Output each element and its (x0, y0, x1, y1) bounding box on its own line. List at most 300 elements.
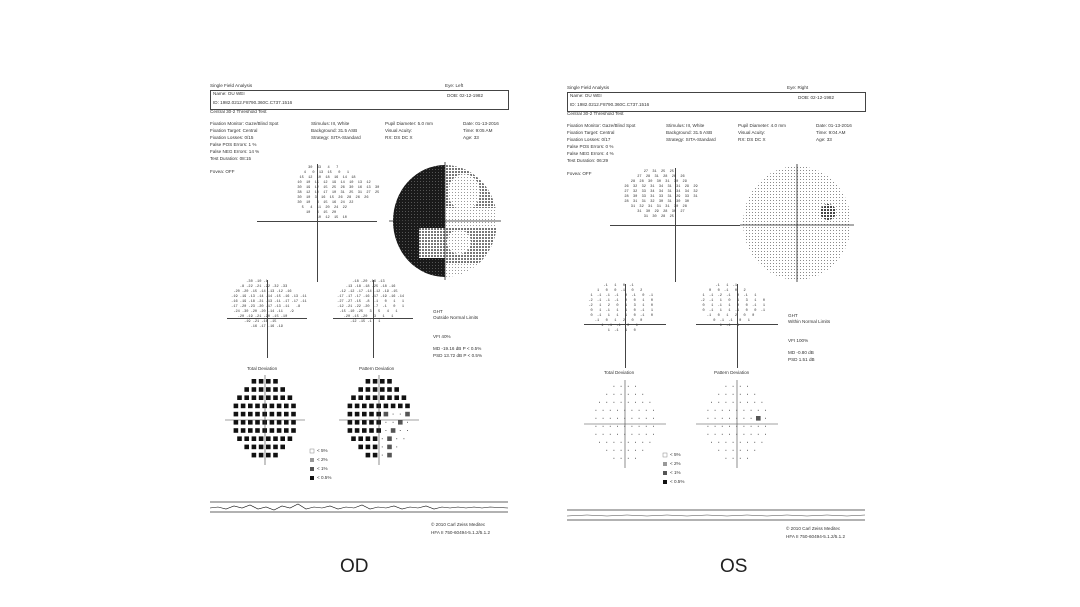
probability-symbol (653, 434, 654, 435)
probability-symbol (280, 387, 285, 392)
visual-acuity: Visual Acuity: (385, 128, 413, 133)
probability-symbol (725, 450, 726, 451)
probability-symbol (603, 418, 604, 419)
probability-symbol (393, 414, 394, 415)
legend-1: < 1% (670, 470, 681, 475)
probability-symbol (628, 394, 629, 395)
probability-symbol (355, 420, 360, 425)
probability-symbol (234, 420, 239, 425)
probability-symbol (355, 404, 360, 409)
psd: PSD 13.72 dB P < 0.5% (433, 353, 483, 358)
probability-symbol (348, 412, 353, 417)
pattern-deviation-plot (339, 375, 419, 465)
probability-symbol (244, 395, 249, 400)
pattern-deviation-label: Pattern Deviation (714, 370, 750, 375)
probability-symbol (765, 434, 766, 435)
probability-symbol (266, 445, 271, 450)
probability-symbol (255, 404, 260, 409)
probability-symbol (715, 426, 716, 427)
probability-symbol (391, 404, 396, 409)
td-numeric-values: -1 1 0 -1 1 0 0 -1 0 2 1 -1 -1 -1 0 -1 0 -1 -2 -1 -1 -1 0 0 1 0 -2 1 2 0 1 3 1 0 0 1 -1 1 1 0 -1 1 0 -1 1 1 1 0 -1 0 -1 0 1 2 0 0 1 -1 -1 0 1 1 -1 1 0 (588, 284, 654, 333)
probability-symbol (394, 395, 399, 400)
pd-numeric-values: -1 1 -1 0 0 -1 0 2 1 -1 -2 -1 0 -1 1 -2 -1 1 0 1 3 1 0 0 1 -1 1 0 0 -1 1 0 -1 1 1 -1 0 0 -1 -1 0 1 2 0 0 0 -1 -1 0 1 1 -1 1 (700, 284, 766, 328)
probability-symbol (241, 412, 246, 417)
probability-symbol (384, 412, 389, 417)
probability-symbol (628, 402, 629, 403)
probability-symbol (369, 428, 374, 433)
gaze-tracking-strip (210, 500, 508, 514)
probability-symbol (653, 426, 654, 427)
probability-symbol (761, 402, 762, 403)
test-duration: Test Duration: 08:15 (210, 156, 252, 161)
legend-2: < 2% (317, 457, 328, 462)
total-deviation-label: Total Deviation (247, 366, 278, 371)
probability-symbol (248, 412, 253, 417)
probability-symbol (382, 455, 383, 456)
probability-symbol (348, 420, 353, 425)
legend-5: < 5% (670, 452, 681, 457)
probability-symbol (266, 379, 271, 384)
probability-symbol (729, 426, 730, 427)
probability-symbol (646, 434, 647, 435)
probability-symbol (747, 450, 748, 451)
probability-symbol (765, 418, 766, 419)
probability-symbol (751, 418, 752, 419)
probability-symbol (387, 379, 392, 384)
probability-symbol (740, 450, 741, 451)
probability-symbol (606, 442, 607, 443)
ght-label: GHT (788, 313, 798, 318)
probability-symbol (639, 434, 640, 435)
probability-symbol (711, 442, 712, 443)
probability-symbol (396, 438, 397, 439)
probability-symbol (610, 426, 611, 427)
patient-id: ID: 1982.0212.F8790.360C.C737.1516 (570, 102, 650, 107)
probability-symbol (649, 442, 650, 443)
probability-symbol (718, 402, 719, 403)
probability-symbol (603, 426, 604, 427)
probability-symbol (631, 426, 632, 427)
background: Background: 31.5 ASB (666, 130, 713, 135)
probability-symbol (234, 428, 239, 433)
probability-symbol (603, 410, 604, 411)
probability-symbol (628, 458, 629, 459)
fovea: Fovea: OFF (210, 169, 235, 174)
probability-symbol (595, 426, 596, 427)
probability-symbol (366, 436, 371, 441)
probability-symbol (277, 428, 282, 433)
false-neg: False NEG Errors: 4 % (567, 151, 614, 156)
probability-symbol (266, 436, 271, 441)
probability-symbol (244, 445, 249, 450)
probability-symbol (610, 418, 611, 419)
probability-symbol (725, 386, 726, 387)
td-numeric-values: -30 -10 -1 -8 -22 -21 -22 -32 -33 -20 -20 -15 -14 -13 -12 -16 -19 -19 -13 -14 -14 -15 -16 -13 -11 -16 -19 -18 -21 -13 -11 -17 -17 -11 -17 -20 -23 -20 -17 -13 -11 -8 -24 -30 -20 -20 -14 -11 -9 -20 -19 -21 -20 -15 -10 -19 -21 -16 -15 -16 -17 -16 -19 (231, 280, 307, 329)
false-pos: False POS Errors: 0 % (567, 144, 614, 149)
probability-symbol (715, 434, 716, 435)
threshold-values: 30 33 4 7 4 0 13 15 0 1 15 12 10 18 16 14 18 10 10 15 12 19 14 10 13 12 30 19 12 15 25 26 30 16 13 30 38 12 10 17 10 31 25 31 27 25 30 10 3 16 15 26 28 26 26 30 10 3 15 16 24 22 5 4 11 20 24 22 10 6 15 20 10 12 15 10 (297, 166, 380, 220)
vfi: VFI 100% (788, 338, 809, 343)
fixation-target: Fixation Target: Central (210, 128, 258, 133)
probability-symbol (252, 395, 257, 400)
probability-symbol (255, 420, 260, 425)
probability-symbol (351, 395, 356, 400)
probability-symbol (266, 453, 271, 458)
probability-symbol (259, 453, 264, 458)
probability-symbol (751, 410, 752, 411)
probability-symbol (252, 445, 257, 450)
probability-symbol (747, 394, 748, 395)
probability-symbol (288, 395, 293, 400)
probability-symbol (646, 410, 647, 411)
probability-symbol (747, 402, 748, 403)
probability-symbol (707, 418, 708, 419)
fixation-losses: Fixation Losses: 0/17 (567, 137, 611, 142)
probability-symbol (373, 379, 378, 384)
probability-symbol (403, 438, 404, 439)
probability-symbol (252, 453, 257, 458)
probability-symbol (348, 428, 353, 433)
probability-symbol (635, 386, 636, 387)
grayscale-plot (740, 164, 854, 282)
probability-symbol (241, 404, 246, 409)
probability-symbol (369, 404, 374, 409)
probability-symbol (707, 426, 708, 427)
probability-symbol (725, 394, 726, 395)
fixation-monitor: Fixation Monitor: Gaze/Blind Spot (210, 121, 279, 126)
test-name: Central 30-2 Threshold Test (210, 109, 267, 114)
probability-symbol (234, 412, 239, 417)
probability-symbol (405, 404, 410, 409)
probability-symbol (284, 412, 289, 417)
probability-symbol (613, 442, 614, 443)
probability-symbol (273, 379, 278, 384)
probability-symbol (244, 387, 249, 392)
probability-symbol (252, 436, 257, 441)
probability-symbol (635, 458, 636, 459)
probability-symbol (740, 442, 741, 443)
probability-symbol (241, 428, 246, 433)
probability-symbol (743, 426, 744, 427)
dob: DOB: 02-12-1982 (798, 95, 835, 100)
probability-symbol (740, 458, 741, 459)
probability-symbol (722, 426, 723, 427)
probability-symbol (407, 430, 408, 431)
pupil-diameter: Pupil Diameter: 4.0 mm (738, 123, 786, 128)
probability-symbol (613, 458, 614, 459)
probability-symbol (255, 412, 260, 417)
probability-symbol (631, 410, 632, 411)
probability-symbol (259, 445, 264, 450)
probability-symbol (234, 404, 239, 409)
probability-symbol (733, 386, 734, 387)
stimulus: Stimulus: III, White (666, 123, 705, 128)
probability-symbol (621, 386, 622, 387)
probability-symbol (606, 394, 607, 395)
probability-symbol (373, 436, 378, 441)
vfi: VFI 40% (433, 334, 451, 339)
probability-symbol (628, 386, 629, 387)
probability-symbol (248, 404, 253, 409)
probability-symbol (642, 442, 643, 443)
report-title: Single Field Analysis (567, 85, 610, 90)
probability-symbol (252, 379, 257, 384)
false-neg: False NEG Errors: 14 % (210, 149, 260, 154)
probability-symbol (758, 410, 759, 411)
probability-symbol (642, 402, 643, 403)
legend-05: < 0.5% (317, 475, 332, 480)
probability-symbol (288, 436, 293, 441)
probability-symbol (715, 418, 716, 419)
probability-symbol (722, 434, 723, 435)
probability-symbol (369, 412, 374, 417)
patient-name: Name: OU WEI (213, 91, 245, 96)
report-title: Single Field Analysis (210, 83, 253, 88)
od-caption: OD (340, 556, 369, 577)
probability-symbol (621, 442, 622, 443)
test-date: Date: 01-13-2016 (463, 121, 499, 126)
os-report (562, 80, 872, 540)
age: Age: 33 (816, 137, 832, 142)
probability-symbol (747, 386, 748, 387)
probability-symbol (621, 450, 622, 451)
probability-symbol (617, 426, 618, 427)
probability-symbol (270, 404, 275, 409)
probability-symbol (761, 442, 762, 443)
probability-symbol (248, 428, 253, 433)
probability-legend-symbols (662, 452, 670, 488)
probability-symbol (362, 404, 367, 409)
probability-symbol (393, 422, 394, 423)
probability-symbol (711, 402, 712, 403)
probability-symbol (733, 402, 734, 403)
probability-symbol (733, 394, 734, 395)
probability-symbol (355, 412, 360, 417)
probability-symbol (715, 410, 716, 411)
probability-symbol (613, 386, 614, 387)
probability-symbol (610, 410, 611, 411)
ght-result: Outside Normal Limits (433, 315, 479, 320)
probability-symbol (631, 434, 632, 435)
probability-symbol (751, 434, 752, 435)
legend-05: < 0.5% (670, 479, 685, 484)
probability-symbol (758, 434, 759, 435)
probability-symbol (740, 394, 741, 395)
probability-symbol (754, 442, 755, 443)
probability-symbol (291, 420, 296, 425)
probability-symbol (273, 387, 278, 392)
probability-symbol (358, 445, 363, 450)
probability-symbol (369, 420, 374, 425)
probability-symbol (729, 434, 730, 435)
pattern-deviation-plot (696, 380, 778, 468)
od-report (205, 80, 515, 540)
age: Age: 33 (463, 135, 479, 140)
test-name: Central 30-2 Threshold Test (567, 111, 624, 116)
probability-symbol (366, 445, 371, 450)
probability-symbol (722, 410, 723, 411)
probability-symbol (366, 387, 371, 392)
probability-symbol (358, 387, 363, 392)
legend-2: < 2% (670, 461, 681, 466)
probability-symbol (729, 410, 730, 411)
probability-symbol (639, 426, 640, 427)
probability-symbol (747, 442, 748, 443)
probability-symbol (270, 428, 275, 433)
probability-symbol (358, 395, 363, 400)
probability-symbol (373, 387, 378, 392)
md: MD -19.16 dB P < 0.5% (433, 346, 482, 351)
probability-symbol (270, 412, 275, 417)
probability-symbol (387, 387, 392, 392)
probability-symbol (758, 426, 759, 427)
probability-symbol (366, 379, 371, 384)
probability-symbol (382, 446, 383, 447)
patient-name: Name: OU WEI (570, 93, 602, 98)
probability-symbol (718, 442, 719, 443)
probability-symbol (646, 418, 647, 419)
probability-symbol (751, 426, 752, 427)
background: Background: 31.5 ASB (311, 128, 358, 133)
probability-symbol (270, 420, 275, 425)
probability-symbol (653, 418, 654, 419)
probability-symbol (405, 412, 410, 417)
probability-symbol (610, 434, 611, 435)
fixation-monitor: Fixation Monitor: Gaze/Blind Spot (567, 123, 636, 128)
stimulus: Stimulus: III, White (311, 121, 350, 126)
legend-1: < 1% (317, 466, 328, 471)
probability-symbol (273, 436, 278, 441)
probability-symbol (259, 436, 264, 441)
probability-symbol (373, 395, 378, 400)
probability-symbol (617, 410, 618, 411)
probability-symbol (351, 436, 356, 441)
footer-copyright: © 2010 Carl Zeiss Meditec (431, 522, 486, 527)
probability-symbol (642, 450, 643, 451)
probability-symbol (394, 387, 399, 392)
probability-symbol (284, 428, 289, 433)
probability-symbol (747, 458, 748, 459)
probability-symbol (621, 458, 622, 459)
probability-symbol (613, 394, 614, 395)
probability-symbol (237, 436, 242, 441)
false-pos: False POS Errors: 1 % (210, 142, 257, 147)
probability-symbol (722, 418, 723, 419)
probability-symbol (380, 395, 385, 400)
md: MD -0.80 dB (788, 350, 814, 355)
patient-id: ID: 1982.0212.F8790.360C.C737.1516 (213, 100, 293, 105)
strategy: Strategy: SITA-Standard (311, 135, 361, 140)
probability-symbol (244, 436, 249, 441)
probability-symbol (391, 428, 396, 433)
probability-symbol (606, 450, 607, 451)
pd-numeric-values: -18 -20 -16 -13 -13 -18 -18 -25 -18 -16 -12 -12 -17 -14 -12 -19 -15 -17 -17 -17 -16 -17 -19 -16 -14 -27 -27 -15 -8 -1 0 1 1 -12 -21 -22 -20 -7 -1 0 1 -15 -10 -25 3 5 4 1 -20 -15 -20 3 1 1 -12 -15 -1 1 (337, 280, 405, 324)
probability-symbol (280, 445, 285, 450)
probability-symbol (733, 442, 734, 443)
probability-symbol (639, 418, 640, 419)
probability-symbol (621, 402, 622, 403)
visual-acuity: Visual Acuity: (738, 130, 766, 135)
probability-symbol (707, 410, 708, 411)
footer-version: HFA II 750-60494-5.1.2/5.1.2 (431, 530, 490, 535)
probability-symbol (387, 453, 392, 458)
probability-symbol (266, 395, 271, 400)
probability-symbol (621, 394, 622, 395)
probability-symbol (358, 436, 363, 441)
rx: RX: DS DC X (738, 137, 766, 142)
fixation-losses: Fixation Losses: 0/15 (210, 135, 254, 140)
probability-symbol (595, 418, 596, 419)
probability-symbol (725, 458, 726, 459)
total-deviation-label: Total Deviation (604, 370, 635, 375)
probability-symbol (400, 414, 401, 415)
probability-symbol (617, 418, 618, 419)
ght-result: Within Normal Limits (788, 319, 831, 324)
probability-symbol (237, 395, 242, 400)
probability-symbol (380, 387, 385, 392)
probability-symbol (373, 453, 378, 458)
eye-label: Eye: Left (445, 83, 464, 88)
legend-5: < 5% (317, 448, 328, 453)
probability-symbol (635, 402, 636, 403)
probability-symbol (366, 453, 371, 458)
fovea: Fovea: OFF (567, 171, 592, 176)
probability-symbol (396, 446, 397, 447)
probability-symbol (646, 426, 647, 427)
probability-symbol (642, 394, 643, 395)
total-deviation-plot (225, 375, 305, 465)
probability-symbol (284, 420, 289, 425)
probability-symbol (754, 450, 755, 451)
probability-symbol (241, 420, 246, 425)
rx: RX: DS DC X (385, 135, 413, 140)
probability-symbol (400, 430, 401, 431)
probability-symbol (259, 395, 264, 400)
grayscale-plot (389, 162, 501, 280)
test-date: Date: 01-13-2016 (816, 123, 852, 128)
probability-symbol (277, 420, 282, 425)
test-time: Time: 9:04 AM (816, 130, 846, 135)
test-duration: Test Duration: 06:29 (567, 158, 609, 163)
probability-symbol (754, 394, 755, 395)
probability-symbol (628, 442, 629, 443)
probability-symbol (740, 386, 741, 387)
probability-symbol (743, 418, 744, 419)
probability-symbol (733, 450, 734, 451)
probability-symbol (273, 395, 278, 400)
probability-symbol (743, 410, 744, 411)
os-caption: OS (720, 556, 748, 577)
pupil-diameter: Pupil Diameter: 5.0 mm (385, 121, 433, 126)
probability-symbol (284, 404, 289, 409)
probability-symbol (348, 404, 353, 409)
probability-symbol (599, 442, 600, 443)
probability-symbol (635, 442, 636, 443)
probability-symbol (725, 442, 726, 443)
probability-symbol (382, 438, 383, 439)
probability-symbol (765, 410, 766, 411)
eye-label: Eye: Right (787, 85, 809, 90)
probability-symbol (291, 412, 296, 417)
probability-symbol (362, 420, 367, 425)
probability-symbol (635, 450, 636, 451)
probability-symbol (398, 420, 403, 425)
probability-symbol (613, 450, 614, 451)
probability-symbol (277, 404, 282, 409)
probability-symbol (259, 379, 264, 384)
probability-symbol (277, 412, 282, 417)
probability-symbol (617, 434, 618, 435)
